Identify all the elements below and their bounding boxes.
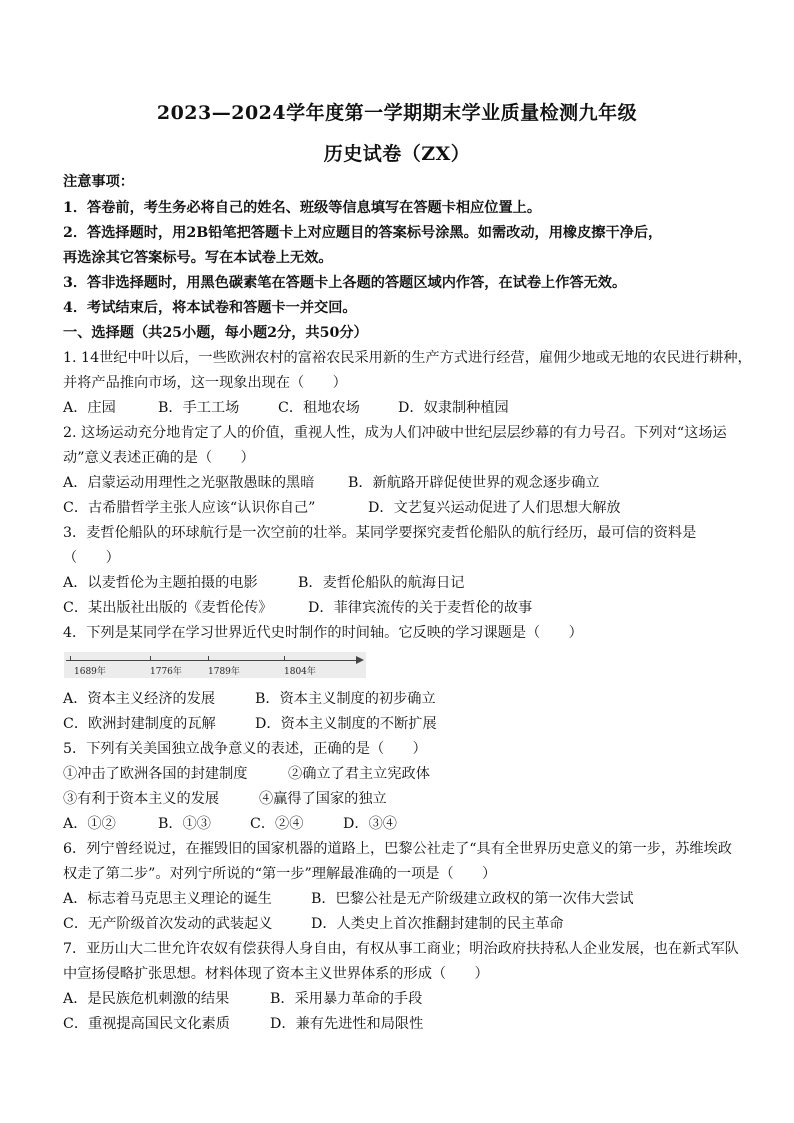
option-d: D．资本主义制度的不断扩展	[255, 716, 437, 732]
option-d: D．文艺复兴运动促进了人们思想大解放	[368, 500, 621, 516]
timeline-tick	[150, 656, 151, 660]
timeline-year: 1789年	[208, 667, 240, 677]
question-3-stem: （ ）	[63, 550, 120, 566]
question-7-stem: 7．亚历山大二世允许农奴有偿获得人身自由，有权从事工商业；明治政府扶持私人企业发展，也在新式军队	[63, 941, 739, 957]
question-2-stem: 2. 这场运动充分地肯定了人的价值，重视人性，成为人们冲破中世纪层层纱幕的有力号召。下列对“这场运	[63, 425, 727, 441]
option-c: C．租地农场	[278, 400, 360, 416]
option-a: A．庄园	[63, 400, 116, 416]
option-a: A．是民族危机刺激的结果	[63, 991, 230, 1007]
timeline-tick	[208, 656, 209, 660]
option-b: B．新航路开辟促使世界的观念逐步确立	[348, 475, 600, 491]
option-a: A．以麦哲伦为主题拍摄的电影	[63, 575, 258, 591]
notice-item: 2．答选择题时，用2B铅笔把答题卡上对应题目的答案标号涂黑。如需改动，用橡皮擦干净后，	[63, 225, 663, 241]
option-a: A．①②	[63, 816, 116, 832]
timeline-year: 1776年	[150, 667, 182, 677]
option-d: D．奴隶制种植园	[398, 400, 509, 416]
option-b: B．手工工场	[158, 400, 240, 416]
option-a: A．标志着马克思主义理论的诞生	[63, 891, 272, 907]
option-b: B．①③	[158, 816, 211, 832]
notice-item: 1．答卷前，考生务必将自己的姓名、班级等信息填写在答题卡相应位置上。	[63, 200, 542, 216]
option-c: C．②④	[250, 816, 304, 832]
question-7-stem: 中宣扬侵略扩张思想。材料体现了资本主义世界体系的形成（ ）	[63, 966, 489, 982]
option-c: C．欧洲封建制度的瓦解	[63, 716, 216, 732]
option-c: C．重视提高国民文化素质	[63, 1016, 230, 1032]
notice-item: 4．考试结束后，将本试卷和答题卡一并交回。	[63, 300, 357, 316]
option-c: C．无产阶级首次发动的武装起义	[63, 916, 273, 932]
option-b: B．资本主义制度的初步确立	[255, 691, 436, 707]
notice-item: 3．答非选择题时，用黑色碳素笔在答题卡上各题的答题区域内作答，在试卷上作答无效。	[63, 275, 627, 291]
timeline-axis	[66, 660, 358, 661]
statement: ①冲击了欧洲各国的封建制度	[63, 766, 248, 782]
option-d: D．兼有先进性和局限性	[270, 1016, 424, 1032]
option-a: A．资本主义经济的发展	[63, 691, 216, 707]
question-2-stem: 动”意义表述正确的是（ ）	[63, 450, 255, 466]
question-4-stem: 4．下列是某同学在学习世界近代史时制作的时间轴。它反映的学习课题是（ ）	[63, 625, 583, 641]
option-c: C．古希腊哲学主张人应该“认识你自己”	[63, 500, 316, 516]
option-d: D．③④	[343, 816, 397, 832]
timeline-tick	[284, 656, 285, 660]
option-a: A．启蒙运动用理性之光驱散愚昧的黑暗	[63, 475, 315, 491]
exam-title: 2023—2024学年度第一学期期末学业质量检测九年级	[156, 102, 638, 124]
option-d: D．人类史上首次推翻封建制的民主革命	[311, 916, 564, 932]
timeline-tick	[70, 656, 71, 660]
question-1-stem: 1. 14世纪中叶以后，一些欧洲农村的富裕农民采用新的生产方式进行经营，雇佣少地或无地的农民进行耕种，	[63, 350, 752, 366]
question-3-stem: 3．麦哲伦船队的环球航行是一次空前的壮举。某同学要探究麦哲伦船队的航行经历，最可信的资料是	[63, 525, 697, 541]
section-heading: 一、选择题（共25小题，每小题2分，共50分）	[63, 325, 368, 341]
timeline-year: 1804年	[284, 667, 316, 677]
question-1-stem: 并将产品推向市场，这一现象出现在（ ）	[63, 375, 347, 391]
timeline-year: 1689年	[74, 667, 106, 677]
statement: ④赢得了国家的独立	[259, 791, 387, 807]
option-b: B．巴黎公社是无产阶级建立政权的第一次伟大尝试	[311, 891, 634, 907]
statement: ②确立了君主立宪政体	[288, 766, 430, 782]
exam-subtitle: 历史试卷（ZX）	[323, 143, 471, 165]
question-6-stem: 权走了第二步”。对列宁所说的“第一步”理解最准确的一项是（ ）	[63, 866, 497, 882]
question-5-stem: 5．下列有关美国独立战争意义的表述，正确的是（ ）	[63, 741, 427, 757]
question-6-stem: 6．列宁曾经说过，在摧毁旧的国家机器的道路上，巴黎公社走了“具有全世界历史意义的第一步，苏维埃政	[63, 841, 732, 857]
notice-item: 再选涂其它答案标号。写在本试卷上无效。	[63, 250, 333, 266]
option-b: B．采用暴力革命的手段	[270, 991, 423, 1007]
notice-heading: 注意事项：	[63, 174, 134, 190]
timeline-arrow	[356, 656, 364, 664]
option-c: C．某出版社出版的《麦哲伦传》	[63, 600, 273, 616]
statement: ③有利于资本主义的发展	[63, 791, 220, 807]
option-b: B．麦哲伦船队的航海日记	[298, 575, 465, 591]
option-d: D．菲律宾流传的关于麦哲伦的故事	[308, 600, 533, 616]
timeline-figure	[64, 652, 366, 678]
